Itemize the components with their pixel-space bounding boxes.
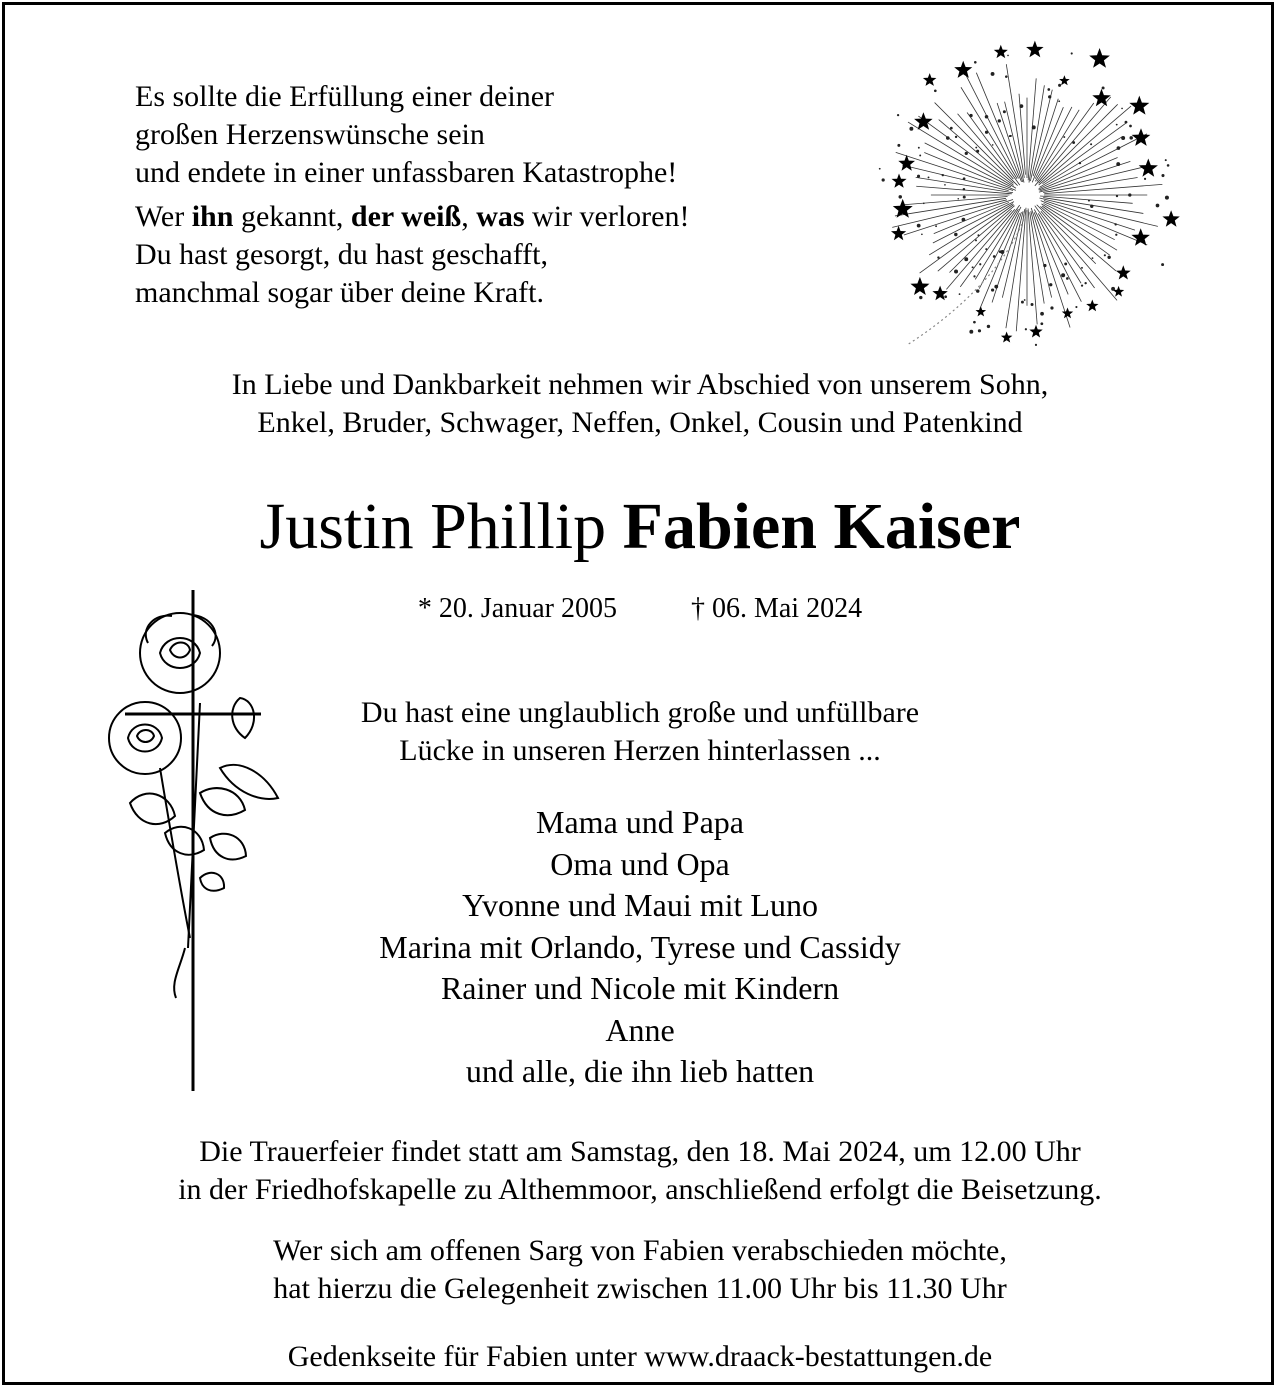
funeral-info: [0, 1133, 1280, 1209]
poem-segment: was: [476, 200, 525, 233]
intro-text: [0, 366, 1280, 442]
farewell-info: [0, 1232, 1280, 1308]
mourner-line: Mama und Papa: [536, 804, 744, 840]
poem-segment: gekannt,: [233, 200, 351, 233]
given-names: Justin Phillip: [259, 490, 607, 563]
mourner-line: Oma und Opa: [550, 845, 730, 882]
mourner-line: Yvonne und Maui mit Luno: [462, 887, 818, 923]
poem-line: [135, 78, 689, 116]
poem-line: [135, 116, 689, 154]
poem-segment: großen Herzenswünsche sein: [135, 118, 485, 151]
intro-line-1: In Liebe und Dankbarkeit nehmen wir Abschied von unserem Sohn,: [231, 368, 1049, 401]
mourner-line: Rainer und Nicole mit Kindern: [440, 970, 840, 1006]
family-names: Fabien Kaiser: [622, 490, 1021, 563]
death-date: † 06. Mai 2024: [690, 593, 863, 624]
poem: [135, 78, 689, 312]
farewell-line-1: Wer sich am offenen Sarg von Fabien verabschieden möchte,: [273, 1234, 1007, 1267]
poem-line: [135, 236, 689, 274]
farewell-line-2: hat hierzu die Gelegenheit zwischen 11.00 Uhr bis 11.30 Uhr: [273, 1272, 1007, 1305]
fireworks-illustration: [862, 30, 1192, 350]
funeral-line-2: in der Friedhofskapelle zu Althemmoor, anschließend erfolgt die Beisetzung.: [178, 1173, 1102, 1206]
poem-segment: ihn: [191, 200, 234, 233]
mourner-line: und alle, die ihn lieb hatten: [465, 1053, 815, 1089]
tribute-text: [0, 694, 1280, 770]
poem-segment: der weiß: [350, 200, 462, 233]
poem-segment: ,: [461, 200, 477, 233]
memorial-website: Gedenkseite für Fabien unter www.draack-bestattungen.de: [287, 1340, 993, 1373]
tribute-line-1: Du hast eine unglaublich große und unfüllbare: [360, 696, 920, 729]
poem-line: [135, 154, 689, 192]
mourner-line: Marina mit Orlando, Tyrese und Cassidy: [379, 928, 901, 965]
poem-segment: Du hast gesorgt, du hast geschafft,: [135, 238, 548, 271]
poem-segment: wir verloren!: [524, 200, 690, 233]
poem-segment: und endete in einer unfassbaren Katastrophe!: [135, 156, 678, 189]
poem-segment: manchmal sogar über deine Kraft.: [135, 276, 544, 309]
mourners-list: [0, 802, 1280, 1093]
tribute-line-2: Lücke in unseren Herzen hinterlassen ...: [399, 734, 881, 767]
funeral-line-1: Die Trauerfeier findet statt am Samstag, den 18. Mai 2024, um 12.00 Uhr: [199, 1135, 1081, 1168]
mourner-line: Anne: [605, 1011, 675, 1048]
poem-segment: Es sollte die Erfüllung einer deiner: [135, 80, 555, 113]
poem-line: [135, 274, 689, 312]
birth-date: * 20. Januar 2005: [417, 593, 617, 624]
intro-line-2: Enkel, Bruder, Schwager, Neffen, Onkel, Cousin und Patenkind: [257, 406, 1023, 439]
poem-segment: Wer: [135, 200, 192, 233]
poem-line: [135, 198, 689, 236]
deceased-name: [0, 487, 1280, 567]
